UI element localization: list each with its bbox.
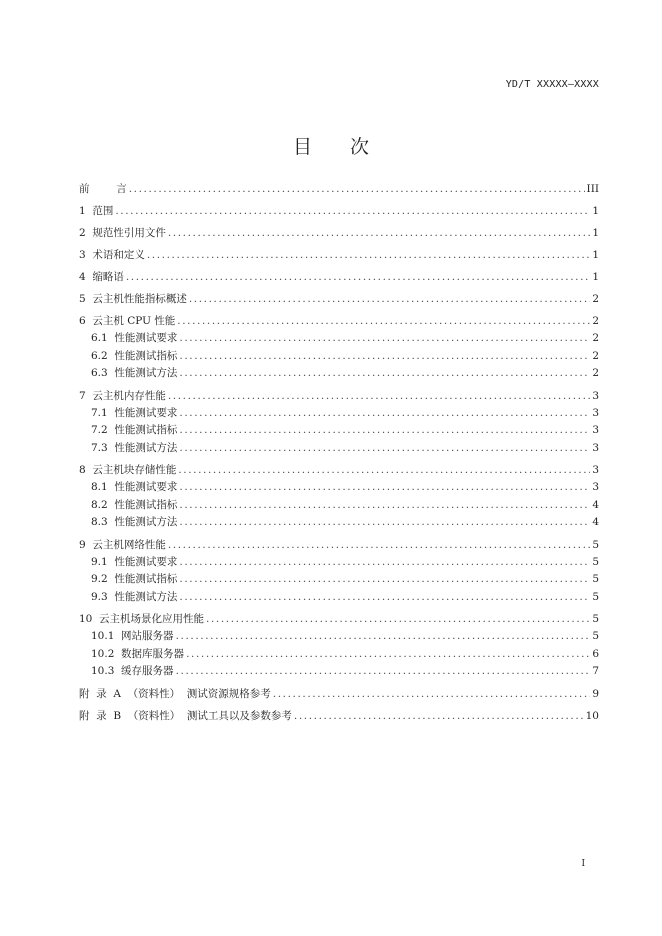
toc-leader-dots [179, 497, 590, 515]
toc-entry-page: 2 [592, 315, 599, 327]
toc-leader-dots [129, 180, 585, 198]
toc-entry-label: 7 云主机内存性能 [79, 389, 166, 402]
toc-entry-label: 7.3 性能测试方法 [91, 441, 178, 454]
toc-leader-dots [179, 348, 590, 366]
toc-entry[interactable] [79, 365, 599, 383]
toc-leader-dots [179, 422, 590, 440]
toc-entry-page: 1 [592, 205, 599, 217]
toc-entry-label: 8.2 性能测试指标 [91, 498, 178, 511]
toc-entry-label: 9.3 性能测试方法 [91, 590, 178, 603]
toc-entry-page: 6 [592, 647, 599, 660]
toc-entry[interactable] [79, 461, 599, 479]
toc-leader-dots [179, 571, 590, 589]
toc-entry[interactable] [79, 312, 599, 330]
toc-entry[interactable] [79, 348, 599, 366]
toc-leader-dots [168, 387, 590, 405]
toc-entry-label: 10.1 网站服务器 [91, 630, 174, 642]
toc-entry-label: 7.1 性能测试要求 [91, 406, 178, 419]
toc-leader-dots [179, 514, 590, 532]
toc-entry[interactable] [79, 707, 599, 725]
toc-leader-dots [147, 246, 590, 264]
toc-entry[interactable] [79, 497, 599, 515]
toc-entry[interactable] [79, 387, 599, 405]
toc-entry-page: III [586, 183, 599, 195]
toc-entry-page: 3 [592, 464, 599, 476]
toc-entry-page: 5 [592, 590, 599, 603]
toc-leader-dots [273, 685, 591, 703]
toc-leader-dots [176, 628, 591, 646]
toc-entry-label: 6 云主机 CPU 性能 [79, 315, 176, 327]
toc-entry-page: 3 [592, 424, 599, 436]
toc-entry[interactable] [79, 224, 599, 242]
toc-leader-dots [294, 707, 584, 725]
toc-entry[interactable] [79, 479, 599, 497]
toc-entry[interactable] [79, 685, 599, 703]
toc-entry-label: 5 云主机性能指标概述 [79, 293, 187, 305]
toc-entry-label: 前 言 [79, 183, 127, 195]
toc-entry-label: 8.1 性能测试要求 [91, 481, 178, 493]
toc-title [0, 132, 662, 159]
toc-leader-dots [176, 663, 591, 681]
toc-leader-dots [179, 554, 590, 572]
toc-leader-dots [179, 479, 590, 497]
toc-title-part2: 次 [350, 136, 370, 158]
toc-entry[interactable] [79, 663, 599, 681]
toc-entry-label: 附 录 A （资料性） 测试资源规格参考 [79, 687, 271, 700]
toc-leader-dots [168, 536, 590, 554]
toc-entry-label: 6.2 性能测试指标 [91, 349, 178, 362]
toc-entry-label: 9.1 性能测试要求 [91, 555, 178, 568]
toc-entry-page: 4 [592, 516, 599, 528]
toc-entry-label: 6.3 性能测试方法 [91, 367, 178, 379]
toc-entry-label: 8.3 性能测试方法 [91, 516, 178, 528]
toc-entry-page: 1 [592, 271, 599, 283]
document-code: YD/T XXXXX—XXXX [505, 79, 599, 90]
table-of-contents [79, 180, 599, 725]
toc-entry-page: 10 [585, 709, 599, 722]
toc-leader-dots [206, 610, 590, 628]
toc-entry[interactable] [79, 610, 599, 628]
toc-entry-page: 3 [592, 406, 599, 419]
toc-entry[interactable] [79, 589, 599, 607]
toc-entry-label: 1 范围 [79, 205, 114, 217]
toc-leader-dots [179, 365, 590, 383]
toc-entry[interactable] [79, 202, 599, 220]
toc-entry-page: 5 [592, 613, 599, 625]
toc-entry[interactable] [79, 180, 599, 198]
toc-leader-dots [186, 646, 590, 664]
toc-entry-page: 1 [592, 227, 599, 239]
toc-entry-label: 6.1 性能测试要求 [91, 332, 178, 344]
toc-entry[interactable] [79, 628, 599, 646]
toc-entry[interactable] [79, 268, 599, 286]
toc-leader-dots [179, 405, 590, 423]
toc-entry[interactable] [79, 514, 599, 532]
toc-entry-page: 5 [592, 538, 599, 551]
toc-entry-label: 9.2 性能测试指标 [91, 573, 178, 585]
toc-entry-page: 7 [592, 665, 599, 677]
toc-leader-dots [189, 290, 590, 308]
toc-entry[interactable] [79, 290, 599, 308]
toc-entry-page: 2 [592, 367, 599, 379]
toc-entry-label: 8 云主机块存储性能 [79, 464, 177, 476]
toc-leader-dots [168, 224, 590, 242]
toc-leader-dots [179, 589, 590, 607]
toc-entry-page: 3 [592, 481, 599, 493]
toc-entry-page: 2 [592, 332, 599, 344]
toc-entry[interactable] [79, 536, 599, 554]
toc-entry-page: 5 [592, 573, 599, 585]
toc-entry[interactable] [79, 330, 599, 348]
toc-entry-page: 3 [592, 441, 599, 454]
toc-entry-page: 3 [592, 389, 599, 402]
toc-entry-label: 2 规范性引用文件 [79, 227, 166, 239]
toc-entry-label: 10.2 数据库服务器 [91, 647, 185, 660]
toc-entry-label: 3 术语和定义 [79, 249, 145, 261]
toc-entry[interactable] [79, 405, 599, 423]
toc-entry-page: 5 [592, 555, 599, 568]
toc-leader-dots [115, 202, 590, 220]
toc-entry-label: 9 云主机网络性能 [79, 538, 166, 551]
toc-entry-page: 1 [592, 249, 599, 261]
toc-entry[interactable] [79, 554, 599, 572]
toc-entry[interactable] [79, 246, 599, 264]
toc-entry-page: 2 [592, 349, 599, 362]
toc-entry[interactable] [79, 422, 599, 440]
toc-leader-dots [179, 330, 590, 348]
toc-entry-label: 4 缩略语 [79, 271, 124, 283]
toc-title-part1: 目 [292, 136, 312, 158]
toc-entry-label: 10 云主机场景化应用性能 [79, 613, 205, 625]
toc-leader-dots [126, 268, 590, 286]
toc-entry-page: 2 [592, 293, 599, 305]
toc-entry-page: 5 [592, 630, 599, 642]
toc-entry-page: 9 [592, 687, 599, 700]
toc-entry[interactable] [79, 646, 599, 664]
toc-entry-label: 附 录 B （资料性） 测试工具以及参数参考 [79, 709, 292, 722]
toc-leader-dots [177, 312, 590, 330]
toc-entry[interactable] [79, 571, 599, 589]
toc-entry[interactable] [79, 440, 599, 458]
toc-entry-label: 7.2 性能测试指标 [91, 424, 178, 436]
toc-entry-label: 10.3 缓存服务器 [91, 665, 174, 677]
page-number: I [581, 859, 585, 869]
toc-entry-page: 4 [592, 498, 599, 511]
toc-leader-dots [178, 461, 590, 479]
toc-leader-dots [179, 440, 590, 458]
